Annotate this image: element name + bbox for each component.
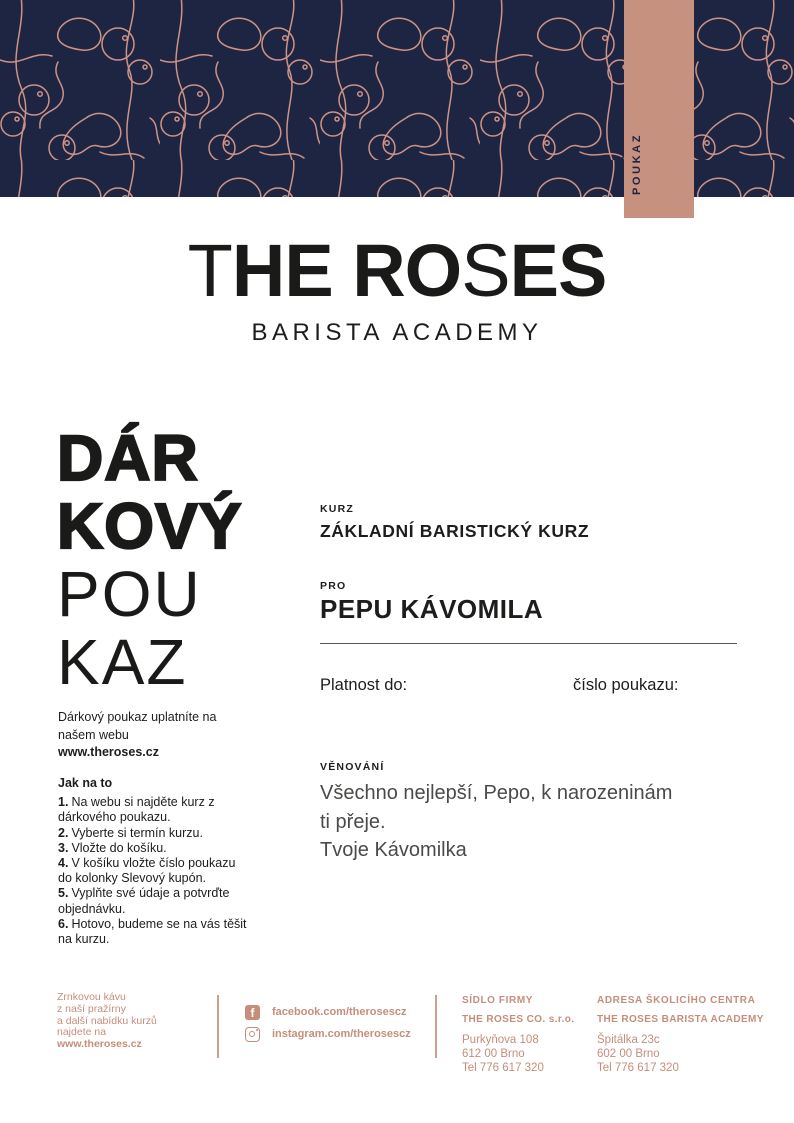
step-text: Hotovo, budeme se na vás těšit na kurzu. [58, 916, 247, 947]
company-address-block [462, 994, 574, 1075]
redeem-info-line2: našem webu [58, 727, 129, 742]
tab-label-line2: POUKAZ [631, 132, 643, 195]
step-number: 1. [58, 795, 69, 810]
promo-line-2: z naší pražírny [57, 1002, 126, 1015]
sidlo-phone: Tel 776 617 320 [462, 1062, 544, 1074]
headline-line-2: KOVÝ [57, 490, 243, 562]
facebook-icon: f [245, 1005, 260, 1020]
sidlo-street: Purkyňova 108 [462, 1034, 539, 1046]
recipient-name: PEPU KÁVOMILA [320, 594, 544, 624]
step-text: Na webu si najděte kurz z dárkového poukazu. [58, 795, 215, 825]
website-link[interactable]: www.theroses.cz [58, 745, 159, 759]
promo-line-1: Zrnkovou kávu [57, 991, 126, 1003]
howto-section [58, 776, 250, 947]
logo-seg-bold-hero: HE RO [231, 229, 462, 312]
tab-label-line1: DÁRKOVÝ [615, 121, 627, 195]
sidlo-label: SÍDLO FIRMY [462, 995, 534, 1006]
adresa-phone: Tel 776 617 320 [597, 1062, 679, 1074]
logo-wordmark [0, 230, 794, 311]
promo-line-4: najdete na [57, 1026, 107, 1039]
step-text: Vyplňte své údaje a potvrďte objednávku. [58, 886, 230, 916]
howto-step-3 [58, 841, 250, 856]
instagram-link[interactable]: instagram.com/therosescz [272, 1028, 411, 1040]
howto-step-1 [58, 795, 250, 825]
promo-line-3: a další nabídku kurzů [57, 1014, 157, 1027]
step-number: 4. [58, 856, 69, 871]
voucher-number-label: číslo poukazu: [573, 676, 679, 694]
step-number: 6. [58, 916, 69, 931]
step-text: V košíku vložte číslo poukazu do kolonky Slevový kupón. [58, 856, 236, 886]
valid-until-label: Platnost do: [320, 676, 408, 694]
adresa-city: 602 00 Brno [597, 1048, 660, 1060]
logo-subtitle: BARISTA ACADEMY [251, 319, 543, 347]
howto-step-4 [58, 856, 250, 886]
instagram-lens [249, 1031, 255, 1037]
instagram-icon [245, 1027, 260, 1042]
step-number: 2. [58, 825, 69, 840]
step-text: Vyberte si termín kurzu. [71, 825, 203, 840]
redeem-info-line1: Dárkový poukaz uplatníte na [58, 710, 217, 724]
footer-promo [57, 992, 157, 1051]
kurz-value: ZÁKLADNÍ BARISTICKÝ KURZ [320, 521, 590, 541]
dedication-line-2: ti přeje. [320, 810, 386, 833]
headline-line-3: POU [57, 558, 202, 630]
brand-logo [0, 230, 794, 347]
headline-line-1: DÁR [57, 422, 199, 494]
headline-darkovy-poukaz [57, 424, 242, 696]
howto-title: Jak na to [58, 776, 113, 790]
divider-rule [320, 643, 737, 644]
howto-step-5 [58, 886, 250, 916]
facebook-link[interactable]: facebook.com/therosescz [272, 1006, 407, 1018]
step-number: 3. [58, 840, 69, 855]
redeem-info [58, 709, 216, 762]
kurz-label: KURZ [320, 503, 354, 515]
pro-label: PRO [320, 580, 347, 592]
footer-website-link[interactable]: www.theroses.cz [57, 1038, 142, 1051]
step-text: Vložte do košíku. [71, 840, 167, 855]
adresa-street: Špitálka 23c [597, 1034, 660, 1046]
instagram-dot [256, 1029, 258, 1031]
tab-vertical-label [613, 122, 645, 195]
sidlo-city: 612 00 Brno [462, 1048, 525, 1060]
logo-seg-thin-t: T [187, 229, 232, 312]
headline-line-4: KAZ [57, 626, 188, 698]
step-number: 5. [58, 886, 69, 901]
footer-divider-1 [217, 995, 219, 1058]
howto-step-2 [58, 826, 250, 841]
dedication-line-1: Všechno nejlepší, Pepo, k narozeninám [320, 782, 673, 804]
dedication-label: VĚNOVÁNÍ [320, 761, 385, 773]
footer-divider-2 [435, 995, 437, 1058]
gift-voucher-tab [615, 0, 694, 218]
logo-seg-bold-es: ES [509, 229, 607, 312]
dedication-message [320, 779, 740, 865]
logo-seg-thin-s: S [461, 229, 510, 312]
dedication-line-3: Tvoje Kávomilka [320, 839, 467, 861]
howto-step-6 [58, 917, 250, 947]
school-address-block [597, 994, 764, 1075]
sidlo-company: THE ROSES CO. s.r.o. [462, 1014, 575, 1025]
adresa-label: ADRESA ŠKOLICÍHO CENTRA [597, 995, 756, 1006]
adresa-company: THE ROSES BARISTA ACADEMY [597, 1014, 764, 1025]
